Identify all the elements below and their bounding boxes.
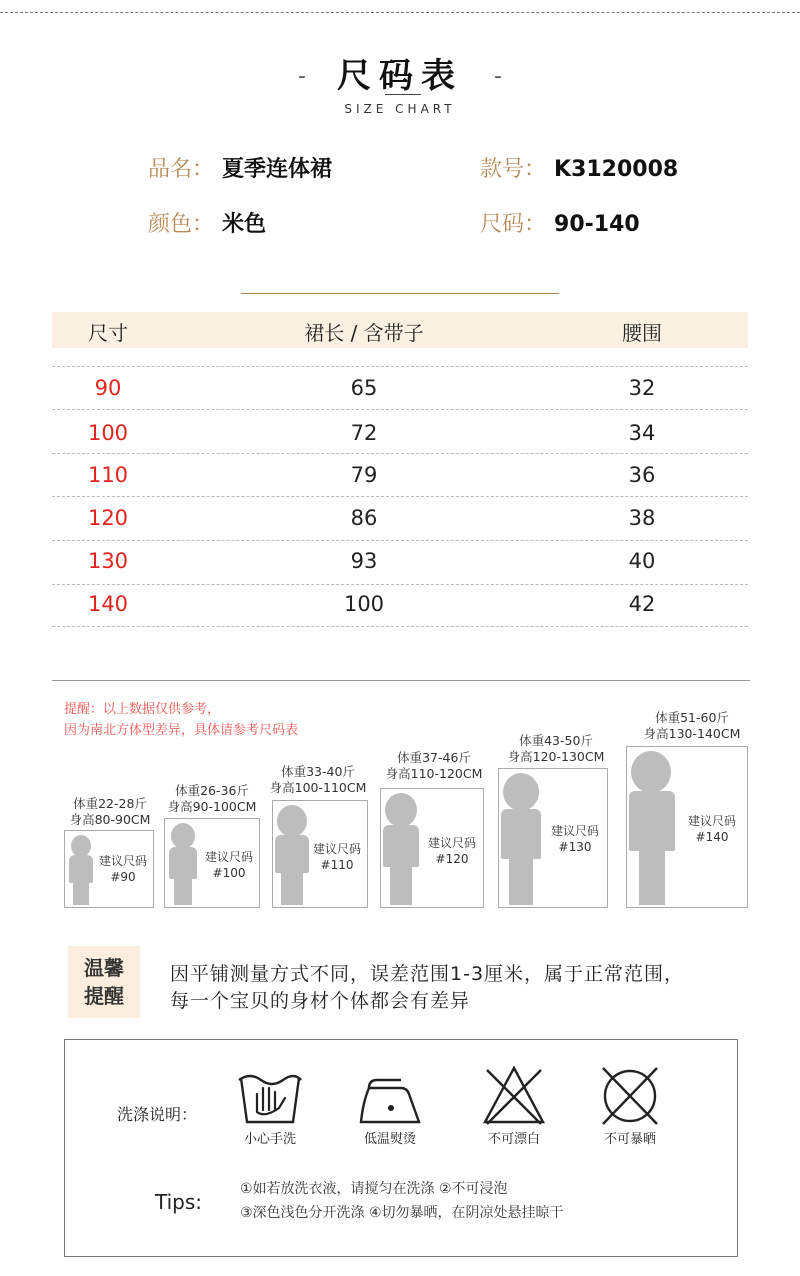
kid-height: 身高130-140CM [643,726,741,741]
header-length: 裙长 / 含带子 [304,321,424,345]
cell-waist: 38 [628,506,656,530]
kid-size-box [498,768,608,908]
product-code-row [480,152,678,183]
page-subtitle: SIZE CHART [344,102,456,116]
warm-title-line-2: 提醒 [84,984,124,1008]
table-divider [52,453,748,454]
cell-length: 79 [350,463,378,487]
product-color-value: 米色 [222,212,267,237]
care-label: 不可暴晒 [603,1132,656,1147]
kid-size-box [164,818,260,908]
table-divider [52,496,748,497]
kid-suggest: 建议尺码 [550,824,599,838]
care-title: 洗涤说明： [117,1105,198,1124]
tips-label: Tips: [155,1190,203,1214]
cell-size: 110 [87,463,129,487]
kid-height: 身高100-110CM [269,780,367,795]
kid-size-box [626,746,748,908]
kid-size: #110 [320,858,354,872]
kid-suggest: 建议尺码 [204,850,253,864]
table-divider [52,540,748,541]
cell-size: 120 [87,506,129,530]
kid-weight: 体重26-36斤 [175,783,249,798]
product-size-row [480,207,640,238]
cell-length: 86 [350,506,378,530]
info-divider [241,293,559,294]
kid-size-box [64,830,154,908]
title-dash-left: - [298,64,306,89]
section-divider [52,680,750,681]
kid-size-box [380,788,484,908]
warm-reminder-badge [68,946,140,1018]
header-waist: 腰围 [622,321,662,345]
product-size-value: 90-140 [554,212,640,237]
cell-length: 100 [343,592,385,616]
title-underline [385,94,421,95]
no-tumble-dry-icon [595,1062,665,1128]
notice-line-1: 提醒：以上数据仅供参考， [64,702,221,717]
kid-height: 身高80-90CM [69,812,151,827]
header-size: 尺寸 [88,321,128,345]
page-header [0,44,800,124]
cell-waist: 40 [628,549,656,573]
cell-waist: 42 [628,592,656,616]
top-dashed-divider [0,12,800,13]
cell-length: 72 [350,421,378,445]
care-label: 小心手洗 [243,1132,296,1147]
warm-text-line-2: 每一个宝贝的身材个体都会有差异 [170,990,471,1012]
kid-suggest: 建议尺码 [98,854,147,868]
product-code-label: 款号： [480,157,547,182]
tips-line-2: ③深色浅色分开洗涤 ④切勿暴晒，在阴凉处悬挂晾干 [240,1205,564,1221]
cell-waist: 32 [628,376,656,400]
product-name-label: 品名： [148,157,215,182]
kid-size: #100 [212,866,246,880]
kid-size: #140 [695,830,729,844]
product-name-row [148,152,332,183]
kid-suggest: 建议尺码 [312,842,361,856]
product-size-label: 尺码： [480,212,547,237]
cell-size: 90 [94,376,122,400]
kid-size-box [272,800,368,908]
care-label: 低温熨烫 [363,1132,416,1147]
cell-size: 140 [87,592,129,616]
no-bleach-icon [479,1062,549,1128]
kid-size: #90 [110,870,136,884]
kid-height: 身高90-100CM [167,799,257,814]
size-table-header [52,312,748,348]
cell-waist: 34 [628,421,656,445]
kid-weight: 体重37-46斤 [397,750,471,765]
kid-weight: 体重51-60斤 [655,710,729,725]
kid-height: 身高110-120CM [385,766,483,781]
cell-length: 65 [350,376,378,400]
notice-line-2: 因为南北方体型差异，具体请参考尺码表 [64,723,299,738]
product-color-label: 颜色： [148,212,215,237]
kid-weight: 体重33-40斤 [281,764,355,779]
warm-title-line-1: 温馨 [84,956,124,980]
kid-weight: 体重43-50斤 [519,733,593,748]
kid-suggest: 建议尺码 [687,814,736,828]
table-divider [52,626,748,627]
hand-wash-icon [235,1062,305,1128]
warm-text-line-1: 因平铺测量方式不同，误差范围1-3厘米，属于正常范围， [170,963,685,985]
product-code-value: K3120008 [554,157,679,182]
cell-length: 93 [350,549,378,573]
product-color-row [148,207,266,238]
kid-size: #130 [558,840,592,854]
tips-line-1: ①如若放洗衣液，请搅匀在洗涤 ②不可浸泡 [240,1181,508,1197]
page-title: 尺码表 [337,56,463,96]
table-divider [52,584,748,585]
cell-waist: 36 [628,463,656,487]
care-instructions [64,1039,738,1257]
product-name-value: 夏季连体裙 [222,157,333,182]
table-divider [52,366,748,367]
kid-size: #120 [435,852,469,866]
title-dash-right: - [494,64,502,89]
cell-size: 100 [87,421,129,445]
care-label: 不可漂白 [487,1132,540,1147]
low-iron-icon [355,1062,425,1128]
kid-suggest: 建议尺码 [427,836,476,850]
kid-weight: 体重22-28斤 [73,796,147,811]
cell-size: 130 [87,549,129,573]
kid-height: 身高120-130CM [507,749,605,764]
table-divider [52,409,748,410]
